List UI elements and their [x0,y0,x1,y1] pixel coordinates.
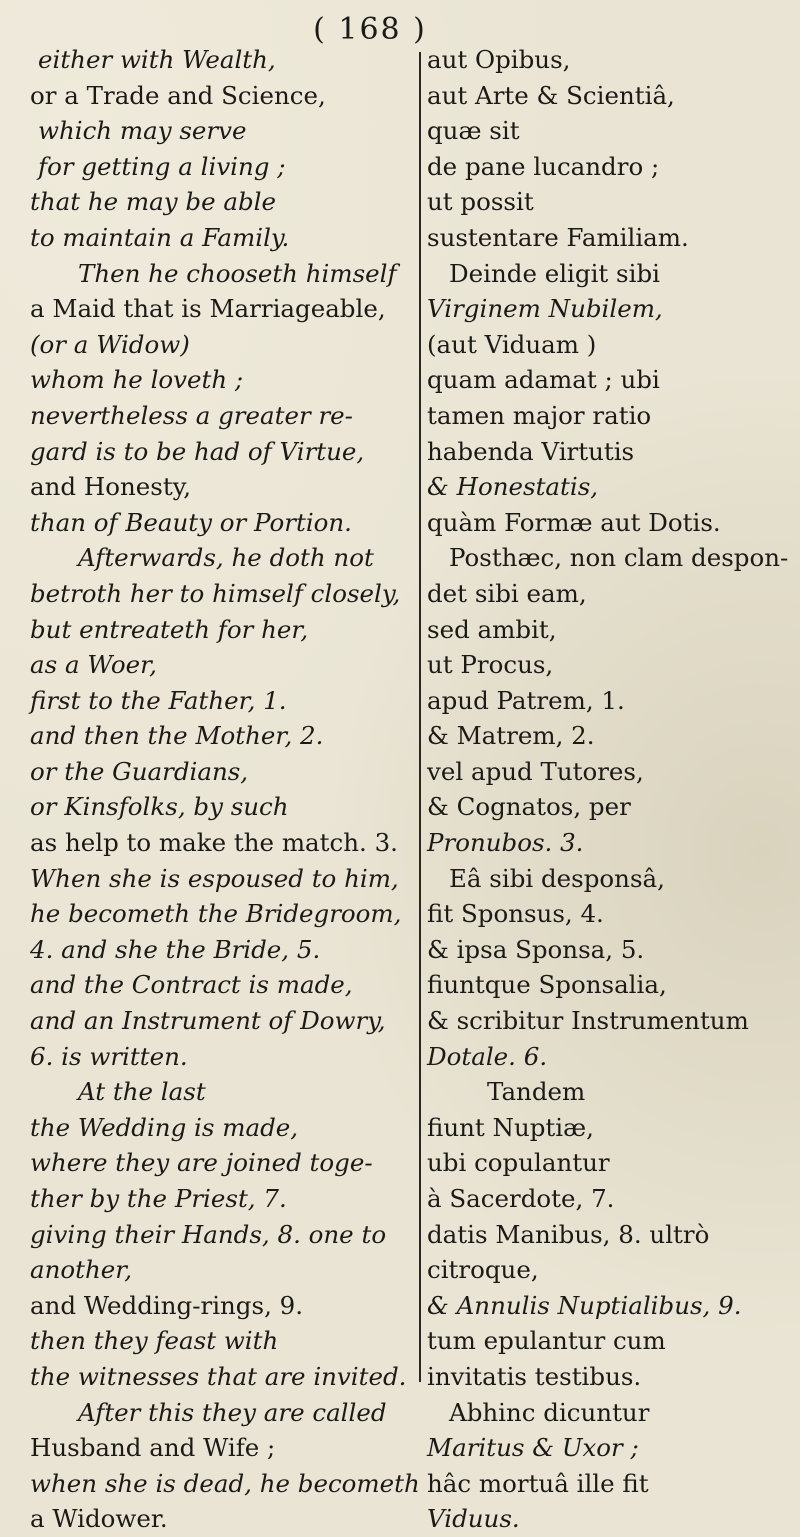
column-divider [419,52,421,1382]
english-text-line: After this they are called [78,1397,387,1427]
english-text-line: betroth her to himself closely, [30,578,401,608]
english-text-line: Afterwards, he doth not [78,543,374,573]
latin-text-line: habenda Virtutis [427,436,635,466]
latin-text-line: ubi copulantur [427,1148,610,1178]
english-text-line: for getting a living ; [38,151,286,181]
english-text-line: whom he loveth ; [30,365,244,395]
english-text-line: 6. is written. [30,1041,188,1071]
english-text-line: or the Guardians, [30,756,249,786]
latin-text-line: sed ambit, [427,614,557,644]
latin-text-line: de pane lucandro ; [427,151,660,181]
english-text-line: he becometh the Bridegroom, [30,899,402,929]
english-text-line: giving their Hands, 8. one to [30,1219,387,1249]
english-text-line: the Wedding is made, [30,1112,299,1142]
latin-text-line: fiuntque Sponsalia, [427,970,667,1000]
latin-text-line: datis Manibus, 8. ultrò [427,1219,710,1249]
latin-text-line: & Annulis Nuptialibus, 9. [427,1290,742,1320]
latin-text-line: Viduus. [427,1504,520,1534]
english-text-line: nevertheless a greater re- [30,400,353,430]
english-text-line: (or a Widow) [30,329,190,359]
latin-text-line: & Matrem, 2. [427,721,595,751]
latin-text-line: Eâ sibi desponsâ, [449,863,665,893]
latin-text-line: ut Procus, [427,650,554,680]
latin-text-line: Posthæc, non clam despon- [449,543,789,573]
latin-text-line: Virginem Nubilem, [427,294,663,324]
latin-text-line: quam adamat ; ubi [427,365,660,395]
english-text-line: 4. and she the Bride, 5. [30,934,321,964]
english-text-line: but entreateth for her, [30,614,309,644]
english-text-line: or a Trade and Science, [30,80,326,110]
english-text-line: When she is espoused to him, [30,863,399,893]
english-text-line: that he may be able [30,187,276,217]
latin-text-line: fit Sponsus, 4. [427,899,604,929]
english-text-line: when she is dead, he becometh [30,1468,420,1498]
latin-text-line: à Sacerdote, 7. [427,1184,615,1213]
latin-text-line: Abhinc dicuntur [449,1397,650,1427]
latin-text-line: quæ sit [427,116,520,146]
latin-text-line: Pronubos. 3. [427,828,584,858]
latin-text-line: det sibi eam, [427,578,587,608]
english-column [30,42,420,1537]
page-number: ( 168 ) [313,12,427,47]
english-text-line: the witnesses that are invited. [30,1361,407,1391]
latin-text-line: & Honestatis, [427,472,599,502]
latin-text-line: & Cognatos, per [427,792,631,822]
english-text-line: a Maid that is Marriageable, [30,294,386,324]
english-text-line: Then he chooseth himself [78,258,397,288]
english-text-line: and Wedding-rings, 9. [30,1290,304,1320]
english-text-line: then they feast with [30,1326,279,1356]
english-text-line: and Honesty, [30,472,192,502]
latin-text-line: Tandem [487,1077,586,1107]
latin-text-line: citroque, [427,1255,539,1285]
latin-text-line: Maritus & Uxor ; [427,1433,639,1463]
latin-text-line: Deinde eligit sibi [449,258,660,288]
english-text-line: and an Instrument of Dowry, [30,1006,386,1036]
latin-text-line: ut possit [427,187,534,217]
english-text-line: and the Contract is made, [30,970,353,1000]
english-text-line: where they are joined toge- [30,1148,373,1178]
english-text-line: first to the Father, 1. [30,685,287,715]
english-text-line: ther by the Priest, 7. [30,1184,287,1213]
english-text-line: gard is to be had of Virtue, [30,436,365,466]
english-text-line: than of Beauty or Portion. [30,507,352,537]
latin-text-line: apud Patrem, 1. [427,685,625,715]
latin-text-line: hâc mortuâ ille fit [427,1468,649,1498]
latin-text-line: invitatis testibus. [427,1361,642,1391]
latin-text-line: fiunt Nuptiæ, [427,1112,594,1142]
english-text-line: either with Wealth, [38,45,276,74]
latin-text-line: & ipsa Sponsa, 5. [427,934,645,964]
english-text-line: another, [30,1255,133,1285]
latin-text-line: tamen major ratio [427,400,652,430]
latin-text-line: Dotale. 6. [427,1041,548,1071]
latin-text-line: tum epulantur cum [427,1326,666,1356]
english-text-line: At the last [78,1077,206,1107]
english-text-line: or Kinsfolks, by such [30,792,289,822]
latin-text-line: sustentare Familiam. [427,222,689,252]
latin-text-line: & scribitur Instrumentum [427,1006,749,1036]
latin-text-line: vel apud Tutores, [427,756,644,786]
english-text-line: which may serve [38,116,247,146]
latin-text-line: aut Arte & Scientiâ, [427,80,675,110]
english-text-line: Husband and Wife ; [30,1433,276,1463]
english-text-line: to maintain a Family. [30,222,290,252]
english-text-line: as help to make the match. 3. [30,828,398,858]
latin-text-line: (aut Viduam ) [427,329,597,359]
latin-text-line: aut Opibus, [427,45,571,74]
latin-text-line: quàm Formæ aut Dotis. [427,507,721,537]
english-text-line: and then the Mother, 2. [30,721,324,751]
english-text-line: as a Woer, [30,650,157,680]
english-text-line: a Widower. [30,1504,168,1534]
latin-column [427,42,789,1537]
